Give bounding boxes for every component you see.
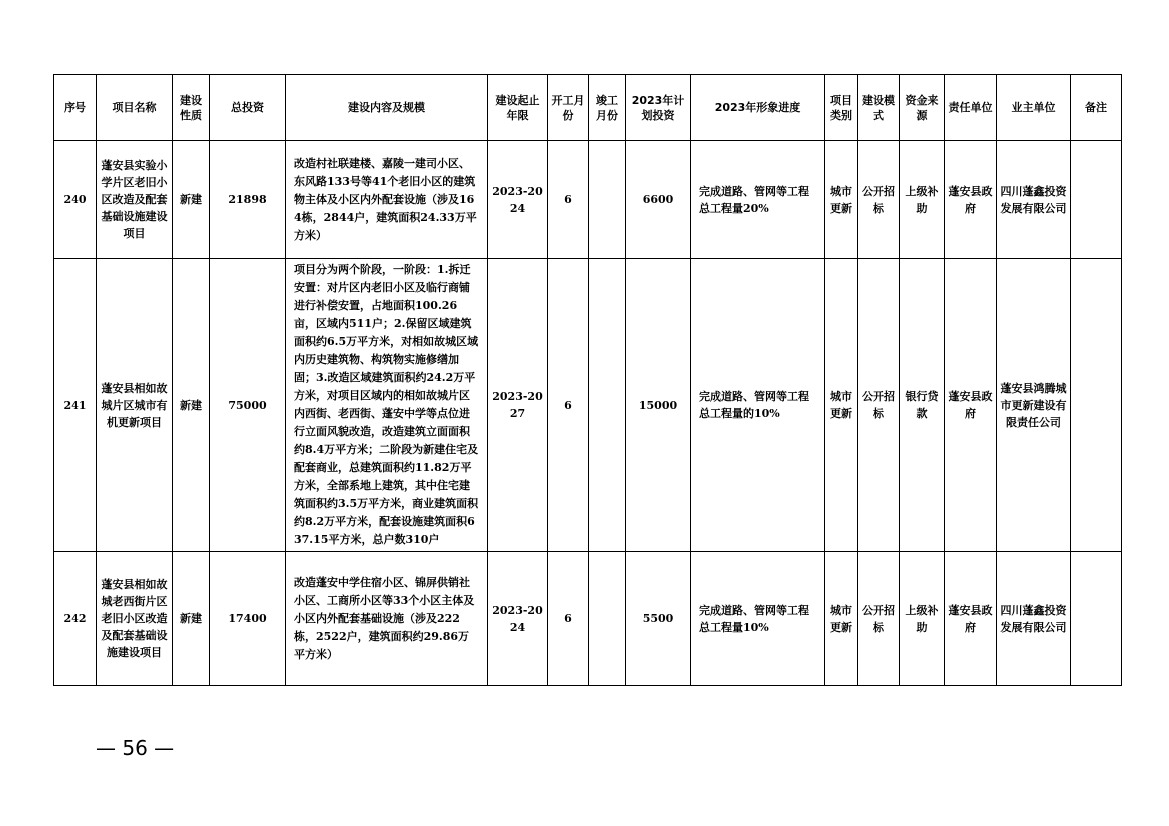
cell-content: 改造村社联建楼、嘉陵一建司小区、东风路133号等41个老旧小区的建筑物主体及小区内外配套设施（涉及164栋，2844户，建筑面积24.33万平方米） xyxy=(286,141,488,259)
cell-seq: 240 xyxy=(54,141,97,259)
header-total: 总投资 xyxy=(210,75,286,141)
cell-resp: 蓬安县政府 xyxy=(945,141,997,259)
header-fund: 资金来源 xyxy=(900,75,945,141)
header-progress: 2023年形象进度 xyxy=(691,75,825,141)
cell-start: 6 xyxy=(548,552,589,686)
table-row xyxy=(54,141,1122,259)
cell-start: 6 xyxy=(548,259,589,552)
header-content: 建设内容及规模 xyxy=(286,75,488,141)
cell-period: 2023-2027 xyxy=(488,259,548,552)
cell-owner: 四川蓬鑫投资发展有限公司 xyxy=(997,552,1071,686)
cell-start: 6 xyxy=(548,141,589,259)
cell-end xyxy=(589,552,626,686)
cell-period: 2023-2024 xyxy=(488,141,548,259)
cell-total: 21898 xyxy=(210,141,286,259)
cell-seq: 242 xyxy=(54,552,97,686)
cell-seq: 241 xyxy=(54,259,97,552)
cell-fund: 银行贷款 xyxy=(900,259,945,552)
cell-end xyxy=(589,141,626,259)
header-period: 建设起止年限 xyxy=(488,75,548,141)
header-start: 开工月份 xyxy=(548,75,589,141)
header-owner: 业主单位 xyxy=(997,75,1071,141)
cell-progress: 完成道路、管网等工程总工程量20% xyxy=(691,141,825,259)
cell-category: 城市更新 xyxy=(825,259,858,552)
cell-resp: 蓬安县政府 xyxy=(945,552,997,686)
cell-mode: 公开招标 xyxy=(858,141,900,259)
cell-total: 17400 xyxy=(210,552,286,686)
header-end: 竣工月份 xyxy=(589,75,626,141)
cell-fund: 上级补助 xyxy=(900,141,945,259)
cell-nature: 新建 xyxy=(173,259,210,552)
cell-mode: 公开招标 xyxy=(858,259,900,552)
cell-name: 蓬安县相如故城片区城市有机更新项目 xyxy=(97,259,173,552)
table-row xyxy=(54,552,1122,686)
cell-plan: 5500 xyxy=(626,552,691,686)
header-name: 项目名称 xyxy=(97,75,173,141)
cell-progress: 完成道路、管网等工程总工程量的10% xyxy=(691,259,825,552)
cell-nature: 新建 xyxy=(173,552,210,686)
header-plan: 2023年计划投资 xyxy=(626,75,691,141)
cell-name: 蓬安县实验小学片区老旧小区改造及配套基础设施建设项目 xyxy=(97,141,173,259)
header-nature: 建设性质 xyxy=(173,75,210,141)
cell-total: 75000 xyxy=(210,259,286,552)
cell-end xyxy=(589,259,626,552)
header-resp: 责任单位 xyxy=(945,75,997,141)
header-note: 备注 xyxy=(1071,75,1122,141)
cell-fund: 上级补助 xyxy=(900,552,945,686)
cell-category: 城市更新 xyxy=(825,552,858,686)
cell-resp: 蓬安县政府 xyxy=(945,259,997,552)
cell-note xyxy=(1071,259,1122,552)
cell-mode: 公开招标 xyxy=(858,552,900,686)
cell-owner: 四川蓬鑫投资发展有限公司 xyxy=(997,141,1071,259)
page-number: — 56 — xyxy=(96,736,175,760)
cell-period: 2023-2024 xyxy=(488,552,548,686)
header-row xyxy=(54,75,1122,141)
header-category: 项目类别 xyxy=(825,75,858,141)
cell-plan: 6600 xyxy=(626,141,691,259)
cell-note xyxy=(1071,141,1122,259)
cell-nature: 新建 xyxy=(173,141,210,259)
cell-category: 城市更新 xyxy=(825,141,858,259)
cell-plan: 15000 xyxy=(626,259,691,552)
cell-owner: 蓬安县鸿腾城市更新建设有限责任公司 xyxy=(997,259,1071,552)
cell-note xyxy=(1071,552,1122,686)
header-seq: 序号 xyxy=(54,75,97,141)
cell-progress: 完成道路、管网等工程总工程量10% xyxy=(691,552,825,686)
cell-name: 蓬安县相如故城老西街片区老旧小区改造及配套基础设施建设项目 xyxy=(97,552,173,686)
cell-content: 项目分为两个阶段，一阶段：1.拆迁安置：对片区内老旧小区及临行商铺进行补偿安置，占地面积100.26亩，区域内511户；2.保留区域建筑面积约6.5万平方米，对相如故城区域内历史建筑物、构筑物实施修缮加固；3.改造区域建筑面积约24.2万平方米，对项目区域内的相如故城片区内西街、老西街、蓬安中学等点位进行立面风貌改造，改造建筑立面面积约8.4万平方米；二阶段为新建住宅及配套商业，总建筑面积约11.82万平方米，全部系地上建筑，其中住宅建筑面积约3.5万平方米，商业建筑面积约8.2万平方米，配套设施建筑面积637.15平方米，总户数310户 xyxy=(286,259,488,552)
table-row xyxy=(54,259,1122,552)
project-table xyxy=(53,74,1122,686)
header-mode: 建设模式 xyxy=(858,75,900,141)
cell-content: 改造蓬安中学住宿小区、锦屏供销社小区、工商所小区等33个小区主体及小区内外配套基础设施（涉及222栋，2522户，建筑面积约29.86万平方米） xyxy=(286,552,488,686)
